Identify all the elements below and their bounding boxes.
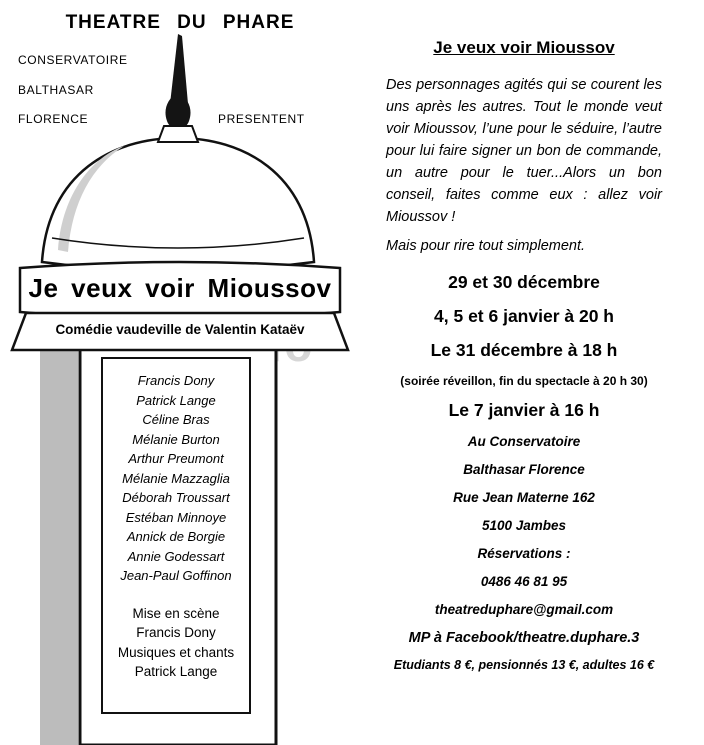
presenter-line-2: BALTHASAR [18, 83, 94, 97]
show-title-heading: Je veux voir Mioussov [433, 38, 615, 57]
present-label: PRESENTENT [218, 112, 305, 126]
cast-member: Mélanie Mazzaglia [122, 470, 230, 486]
cast-member: Francis Dony [137, 373, 215, 388]
cast-member: Patrick Lange [136, 392, 216, 408]
show-description: Des personnages agités qui se courent les uns après les autres. Tout le monde veut voir Mioussov, l’une pour le séduire, l’autre pour lui faire signer un bon de commande, un autre pour le tuer...Alors un bon conseil, faites comme eux : allez voir Mioussov ! [386, 77, 662, 225]
spire-collar [158, 126, 198, 142]
venue-line: Balthasar Florence [463, 462, 585, 477]
credit-line: Francis Dony [136, 625, 216, 640]
poster-right [386, 38, 662, 672]
cast-member: Mélanie Burton [132, 431, 220, 447]
cast-member: Déborah Troussart [122, 490, 230, 505]
cast-member: Annick de Borgie [126, 529, 226, 544]
show-subtitle: Comédie vaudeville de Valentin Kataëv [55, 322, 305, 337]
cast-box [101, 357, 251, 714]
email-address: theatreduphare@gmail.com [434, 602, 614, 617]
prices-line: Etudiants 8 €, pensionnés 13 €, adultes 16 € [393, 658, 655, 672]
lighthouse-dome [42, 138, 314, 271]
theatre-name: THEATRE DU PHARE [65, 12, 295, 33]
reservations-label: Réservations : [477, 546, 571, 561]
venue-line: Rue Jean Materne 162 [453, 490, 595, 505]
phone-number: 0486 46 81 95 [480, 574, 568, 589]
venue-line: Au Conservatoire [467, 434, 581, 449]
lighthouse-shadow [40, 340, 78, 745]
tagline: Mais pour rire tout simplement. [386, 238, 586, 254]
date-line: 4, 5 et 6 janvier à 20 h [434, 306, 614, 326]
show-title-banner: Je veux voir Mioussov [28, 272, 332, 303]
facebook-line: MP à Facebook/theatre.duphare.3 [408, 630, 640, 646]
venue-line: 5100 Jambes [481, 518, 567, 533]
cast-member: Jean-Paul Goffinon [120, 568, 232, 583]
date-line: Le 7 janvier à 16 h [448, 400, 600, 420]
cast-member: Céline Bras [142, 412, 210, 427]
cast-member: Estéban Minnoye [125, 509, 227, 525]
presenter-line-1: CONSERVATOIRE [18, 53, 128, 67]
credit-line: Patrick Lange [134, 664, 218, 679]
credit-line: Musiques et chants [117, 644, 235, 660]
cast-member: Annie Godessart [127, 548, 225, 564]
credits-block [118, 604, 234, 682]
date-line: Le 31 décembre à 18 h [430, 340, 618, 360]
credit-line: Mise en scène [132, 605, 220, 621]
date-line: 29 et 30 décembre [448, 272, 600, 292]
cast-member: Arthur Preumont [128, 451, 224, 466]
presenter-line-3: FLORENCE [18, 112, 89, 126]
reveillon-note: (soirée réveillon, fin du spectacle à 20 h 30) [400, 374, 648, 388]
